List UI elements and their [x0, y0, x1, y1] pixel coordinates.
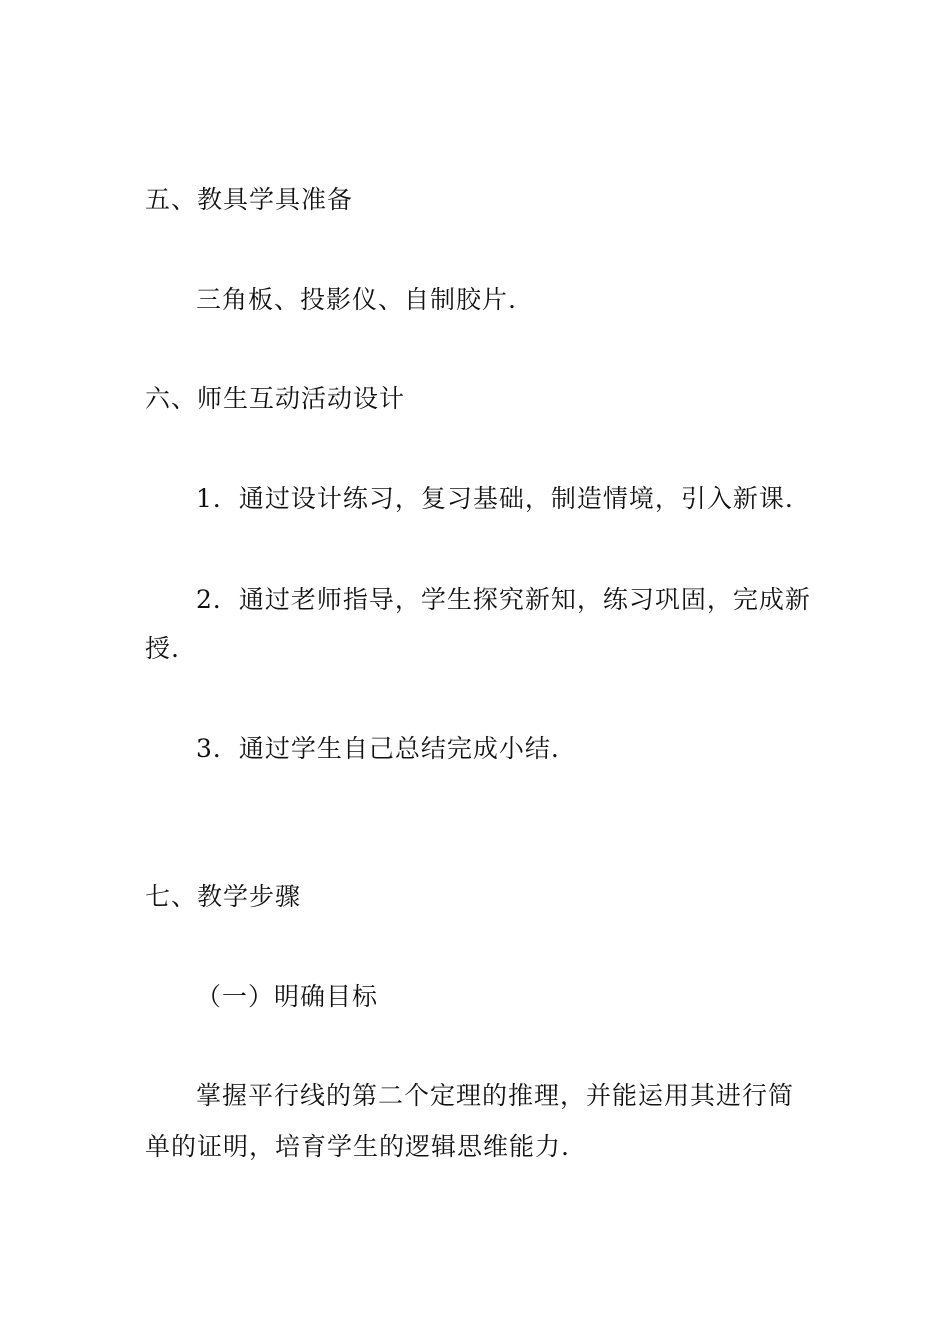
- activity-item-1: 1．通过设计练习，复习基础，制造情境，引入新课.: [196, 484, 794, 513]
- section-six-heading: 六、师生互动活动设计: [145, 384, 406, 413]
- subsection-clear-goals: （一）明确目标: [196, 982, 379, 1011]
- teaching-tools-text: 三角板、投影仪、自制胶片.: [196, 285, 517, 314]
- activity-item-2-line-2: 授.: [145, 634, 180, 663]
- section-seven-heading: 七、教学步骤: [145, 882, 302, 911]
- activity-item-3: 3．通过学生自己总结完成小结.: [196, 734, 560, 763]
- goal-paragraph-line-1: 掌握平行线的第二个定理的推理，并能运用其进行简: [196, 1081, 795, 1110]
- goal-paragraph-line-2: 单的证明，培育学生的逻辑思维能力.: [145, 1132, 570, 1161]
- section-five-heading: 五、教具学具准备: [145, 185, 354, 214]
- activity-item-2-line-1: 2．通过老师指导，学生探究新知，练习巩固，完成新: [196, 585, 811, 614]
